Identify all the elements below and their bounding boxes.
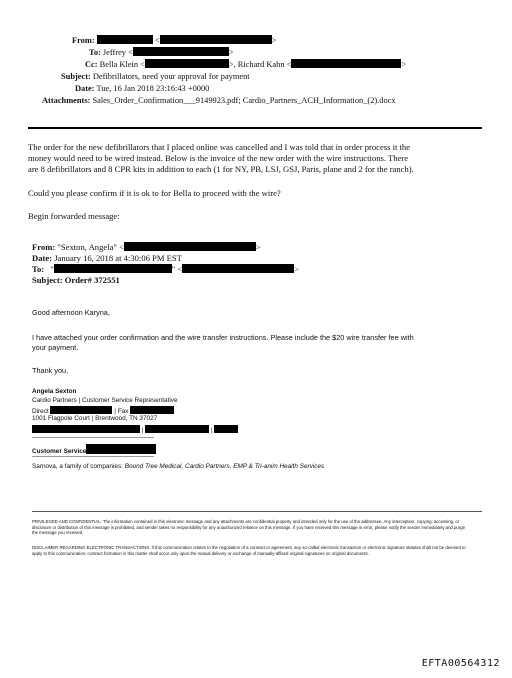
signature-address: 1001 Flagpole Court | Brentwood, TN 37027 [32,415,158,422]
fwd-from-label: From: [32,242,56,252]
signature-divider [32,437,154,438]
fwd-from-row: From: "Sexton, Angela" < > [32,242,261,252]
redaction-bar [133,47,229,56]
from-label: From: [72,36,95,45]
signature-name: Angela Sexton [32,388,77,395]
redaction-bar [130,406,174,414]
message-question: Could you please confirm if it is ok to for Bella to proceed with the wire? [28,188,281,198]
fwd-from-name: "Sexton, Angela" < [57,242,124,252]
attachments-label: Attachments: [42,96,91,105]
redaction-bar [86,444,156,454]
redaction-bar [32,425,140,433]
to-label: To: [89,48,101,57]
to-name: Jeffrey < [102,48,133,57]
fax-label: | Fax [114,408,129,415]
fwd-to-row: To: " " < > [32,264,300,274]
fwd-body-line: your payment. [32,343,79,352]
signature-title: Cardio Partners | Customer Service Representative [32,397,178,404]
subject-label: Subject: [61,72,91,81]
cc-label: Cc: [85,60,98,69]
header-subject-row [61,71,250,82]
header-from-row: From: < > [72,36,277,45]
date-label: Date: [75,84,95,93]
fwd-subject-label: Subject: [32,275,63,285]
fwd-date-label: Date: [32,253,53,263]
fwd-subject-text: Order# 372551 [64,275,120,285]
date-text: Tue, 16 Jan 2018 23:16:43 +0000 [96,84,210,93]
company-family-list: Bound Tree Medical, Cardio Partners, EMP & Tri-anim Health Services [124,463,325,470]
fwd-date-text: January 16, 2018 at 4:30:06 PM EST [54,253,182,263]
message-line: The order for the new defibrillators that I placed online was cancelled and I was told that in order process it the [28,142,411,152]
legal-divider [32,511,482,512]
redaction-bar [124,242,256,251]
redaction-bar [97,35,153,44]
transactions-disclaimer: DISCLAIMER REGARDING ELECTRONIC TRANSACTIONS: If this communication relates to the negotiation of a contract or agreement, any so-called electronic transaction or electronic signature statutes shall not be deemed to apply to this communication; contract formation in this matter shall occur only upon the mutual delivery or exchange of manually-affixed original signatures on original documents. [32,545,466,556]
header-attachments-row [42,95,396,106]
header-divider [28,127,482,129]
cc-name: Bella Klein < [99,60,145,69]
fwd-greeting: Good afternoon Karyna, [32,308,110,317]
signature-redacted-row: | | [32,425,238,436]
company-family-prefix: Sarnova, a family of companies: [32,463,125,470]
redaction-bar [145,59,229,68]
privileged-notice: PRIVILEGED AND CONFIDENTIAL: The information contained in this electronic message and any attachments are confidential property and intended only for the use of the addressee. Any interception, copying, accessing, or disclosure or distribution of this message is prohibited, and sender takes no responsibility for any unauthorized reliance on this message. If you have received this message in error, please notify the sender immediately and purge the message you received. [32,519,466,536]
redaction-bar [145,425,209,433]
attachments-text: Sales_Order_Confirmation___9149923.pdf; Cardio_Partners_ACH_Information_(2).docx [92,96,396,105]
fwd-date-row [32,253,182,264]
message-line: money would need to be wired instead. Below is the invoice of the new order with the wire instructions. There [28,153,409,163]
redaction-bar [182,264,294,273]
redaction-bar [50,406,112,414]
message-line: are 8 defibrillators and 8 CPR kits in addition to each (1 for NY, PB, LSJ, GSJ, Paris, plane and 2 for the ranch). [28,164,414,174]
customer-service-label: Customer Service [32,448,87,455]
fwd-body-line: I have attached your order confirmation and the wire transfer instructions. Please include the $20 wire transfer fee with [32,333,414,342]
signature-divider [32,456,154,457]
redaction-bar [214,425,238,433]
header-to-row: To: Jeffrey < > [89,48,234,57]
customer-service-row [32,444,156,457]
fwd-subject-row [32,275,120,286]
cc-separator: >, Richard Kahn < [228,60,292,69]
subject-text: Defibrillators, need your approval for payment [92,72,250,81]
direct-label: Direct [32,408,49,415]
fwd-closing: Thank you, [32,366,69,375]
redaction-bar [291,59,401,68]
forward-intro: Begin forwarded message: [28,211,120,221]
fwd-to-label: To: [32,264,45,274]
fwd-to-quote: " < [171,264,183,274]
redaction-bar [54,264,172,273]
redaction-bar [160,35,272,44]
company-family-row [32,463,324,472]
document-id: EFTA00564312 [421,658,500,669]
header-date-row [75,83,209,94]
header-cc-row: Cc: Bella Klein < >, Richard Kahn < > [85,60,407,69]
